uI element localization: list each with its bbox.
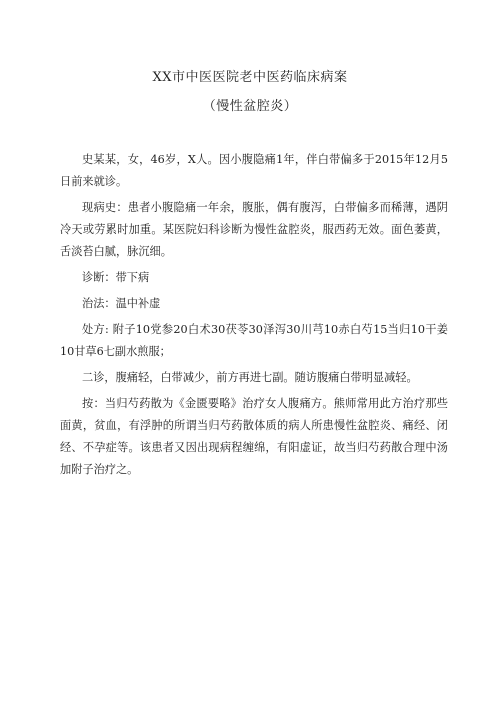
paragraph-prescription: 处方: 附子10党参20白术30茯苓30泽泻30川芎10赤白芍15当归10干姜10甘草6七副水煎服； [60, 323, 448, 358]
paragraph-history: 现病史：患者小腹隐痛一年余，腹胀，偶有腹泻，白带偏多而稀薄，遇阴冷天或劳累时加重。某医院妇科诊断为慢性盆腔炎，服西药无效。面色萎黄，舌淡苔白腻，脉沉细。 [60, 201, 448, 258]
paragraph-commentary: 按：当归芍药散为《金匮要略》治疗女人腹痛方。熊师常用此方治疗那些面黄，贫血，有浮肿的所谓当归芍药散体质的病人所患慢性盆腔炎、痛经、闭经、不孕症等。该患者又因出现病程缠绵，有阳虚证，故当归芍药散合理中汤加附子治疗之。 [60, 397, 448, 476]
paragraph-treatment: 治法：温中补虚 [82, 297, 161, 310]
document-title: XX市中医医院老中医药临床病案 [152, 70, 348, 85]
paragraph-followup: 二诊，腹痛轻，白带减少，前方再进七副。随访腹痛白带明显减轻。 [82, 371, 418, 384]
document-body [60, 149, 448, 481]
document-subtitle: （慢性盆腔炎） [202, 99, 298, 114]
paragraph-patient-info: 史某某，女，46岁，X人。因小腹隐痛1年，伴白带偏多于2015年12月5日前来就诊。 [60, 153, 448, 188]
paragraph-diagnosis: 诊断：带下病 [82, 271, 150, 284]
